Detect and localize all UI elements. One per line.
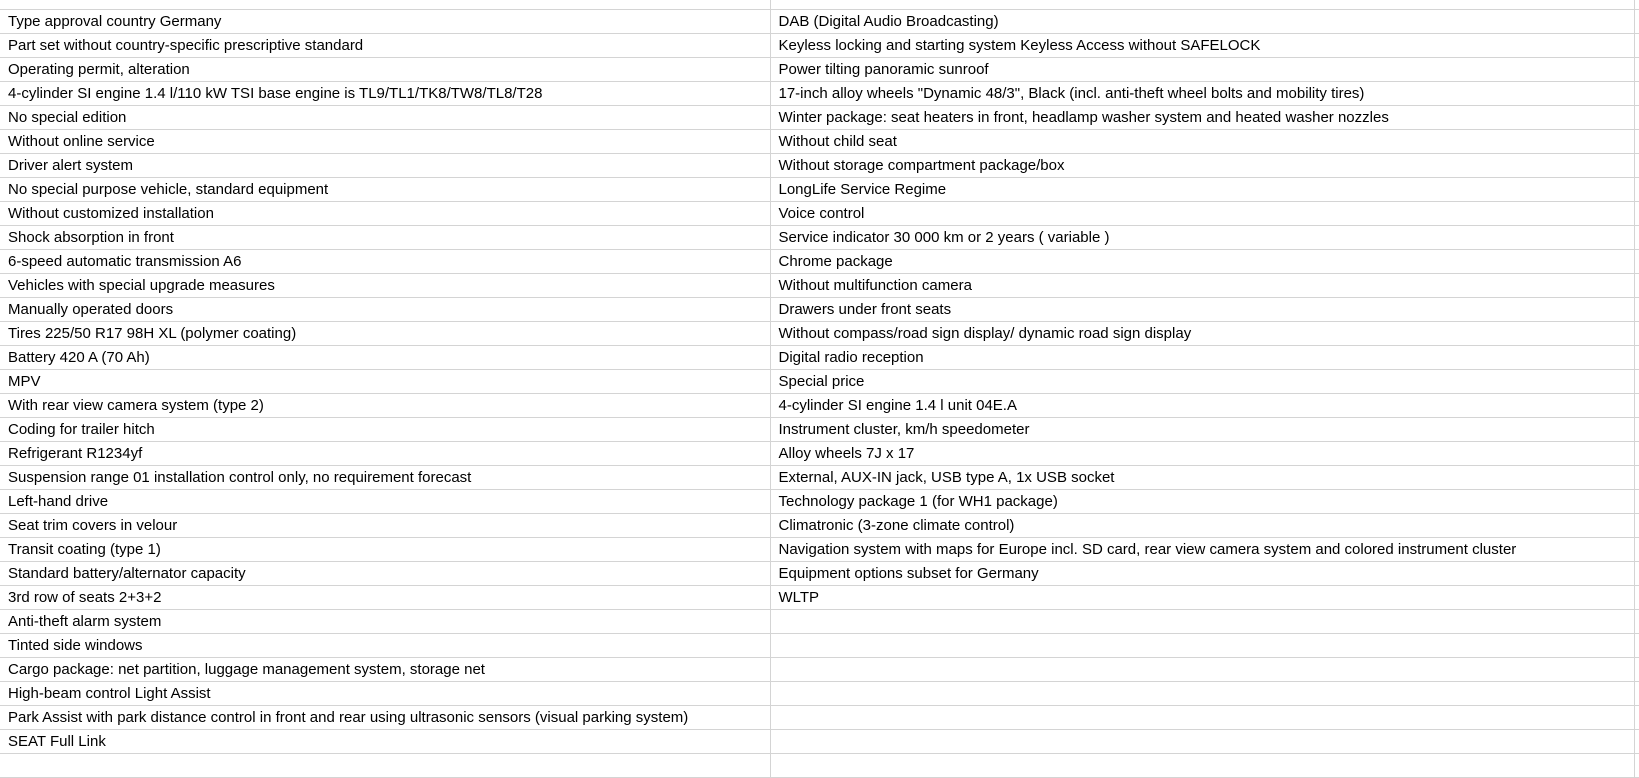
cell-column-b[interactable]: Special price: [770, 370, 1634, 394]
table-row: [0, 370, 1639, 394]
cell-column-a[interactable]: Standard battery/alternator capacity: [0, 562, 770, 586]
cell-column-a[interactable]: MPV: [0, 370, 770, 394]
table-row: [0, 682, 1639, 706]
cell-column-a[interactable]: Without online service: [0, 130, 770, 154]
cell-column-b[interactable]: DAB (Digital Audio Broadcasting): [770, 10, 1634, 34]
table-row: [0, 58, 1639, 82]
cell-column-b[interactable]: Climatronic (3-zone climate control): [770, 514, 1634, 538]
table-row: [0, 154, 1639, 178]
table-row: [0, 0, 1639, 10]
cell-column-a[interactable]: SEAT Full Link: [0, 730, 770, 754]
cell-column-a[interactable]: [0, 0, 770, 10]
cell-column-c[interactable]: [1634, 658, 1639, 682]
cell-column-a[interactable]: Refrigerant R1234yf: [0, 442, 770, 466]
cell-column-b[interactable]: Keyless locking and starting system Keyless Access without SAFELOCK: [770, 34, 1634, 58]
table-row: [0, 322, 1639, 346]
table-row: [0, 730, 1639, 754]
cell-column-a[interactable]: Coding for trailer hitch: [0, 418, 770, 442]
cell-column-c[interactable]: [1634, 394, 1639, 418]
cell-column-c[interactable]: [1634, 754, 1639, 778]
cell-column-c[interactable]: [1634, 82, 1639, 106]
cell-column-c[interactable]: [1634, 106, 1639, 130]
cell-column-c[interactable]: [1634, 706, 1639, 730]
table-row: [0, 226, 1639, 250]
cell-column-c[interactable]: [1634, 682, 1639, 706]
table-row: [0, 202, 1639, 226]
cell-column-b[interactable]: [770, 682, 1634, 706]
cell-column-c[interactable]: [1634, 250, 1639, 274]
cell-column-c[interactable]: [1634, 490, 1639, 514]
cell-column-a[interactable]: Driver alert system: [0, 154, 770, 178]
cell-column-b[interactable]: LongLife Service Regime: [770, 178, 1634, 202]
cell-column-c[interactable]: [1634, 226, 1639, 250]
table-row: [0, 562, 1639, 586]
cell-column-b[interactable]: [770, 754, 1634, 778]
cell-column-c[interactable]: [1634, 538, 1639, 562]
cell-column-a[interactable]: High-beam control Light Assist: [0, 682, 770, 706]
cell-column-a[interactable]: Type approval country Germany: [0, 10, 770, 34]
cell-column-a[interactable]: Battery 420 A (70 Ah): [0, 346, 770, 370]
cell-column-b[interactable]: [770, 706, 1634, 730]
cell-column-c[interactable]: [1634, 58, 1639, 82]
cell-column-a[interactable]: Left-hand drive: [0, 490, 770, 514]
table-row: [0, 106, 1639, 130]
cell-column-c[interactable]: [1634, 466, 1639, 490]
cell-column-c[interactable]: [1634, 370, 1639, 394]
cell-column-a[interactable]: No special edition: [0, 106, 770, 130]
cell-column-b[interactable]: 17-inch alloy wheels "Dynamic 48/3", Black (incl. anti-theft wheel bolts and mobility tires): [770, 82, 1634, 106]
table-row: [0, 130, 1639, 154]
table-row: [0, 298, 1639, 322]
cell-column-a[interactable]: Operating permit, alteration: [0, 58, 770, 82]
table-row: [0, 586, 1639, 610]
cell-column-b[interactable]: Winter package: seat heaters in front, headlamp washer system and heated washer nozzles: [770, 106, 1634, 130]
cell-column-a[interactable]: Anti-theft alarm system: [0, 610, 770, 634]
cell-column-b[interactable]: [770, 610, 1634, 634]
cell-column-c[interactable]: [1634, 514, 1639, 538]
cell-column-a[interactable]: With rear view camera system (type 2): [0, 394, 770, 418]
cell-column-a[interactable]: Park Assist with park distance control in front and rear using ultrasonic sensors (visual parking system): [0, 706, 770, 730]
cell-column-c[interactable]: [1634, 202, 1639, 226]
cell-column-b[interactable]: Without storage compartment package/box: [770, 154, 1634, 178]
cell-column-c[interactable]: [1634, 346, 1639, 370]
table-row: [0, 490, 1639, 514]
table-row: [0, 514, 1639, 538]
cell-column-b[interactable]: Without multifunction camera: [770, 274, 1634, 298]
table-row: [0, 178, 1639, 202]
table-row: [0, 754, 1639, 778]
cell-column-c[interactable]: [1634, 130, 1639, 154]
cell-column-a[interactable]: Cargo package: net partition, luggage management system, storage net: [0, 658, 770, 682]
table-row: [0, 82, 1639, 106]
cell-column-b[interactable]: Without compass/road sign display/ dynamic road sign display: [770, 322, 1634, 346]
cell-column-c[interactable]: [1634, 10, 1639, 34]
cell-column-a[interactable]: Transit coating (type 1): [0, 538, 770, 562]
table-row: [0, 706, 1639, 730]
cell-column-a[interactable]: Suspension range 01 installation control only, no requirement forecast: [0, 466, 770, 490]
cell-column-b[interactable]: Service indicator 30 000 km or 2 years ( variable ): [770, 226, 1634, 250]
cell-column-c[interactable]: [1634, 586, 1639, 610]
cell-column-a[interactable]: No special purpose vehicle, standard equipment: [0, 178, 770, 202]
cell-column-c[interactable]: [1634, 298, 1639, 322]
cell-column-b[interactable]: Power tilting panoramic sunroof: [770, 58, 1634, 82]
cell-column-c[interactable]: [1634, 322, 1639, 346]
cell-column-b[interactable]: Digital radio reception: [770, 346, 1634, 370]
table-row: [0, 418, 1639, 442]
table-row: [0, 442, 1639, 466]
cell-column-c[interactable]: [1634, 154, 1639, 178]
table-row: [0, 346, 1639, 370]
table-row: [0, 610, 1639, 634]
cell-column-b[interactable]: WLTP: [770, 586, 1634, 610]
cell-column-a[interactable]: 6-speed automatic transmission A6: [0, 250, 770, 274]
cell-column-c[interactable]: [1634, 730, 1639, 754]
table-row: [0, 34, 1639, 58]
cell-column-c[interactable]: [1634, 562, 1639, 586]
table-row: [0, 274, 1639, 298]
cell-column-b[interactable]: Voice control: [770, 202, 1634, 226]
cell-column-b[interactable]: Technology package 1 (for WH1 package): [770, 490, 1634, 514]
cell-column-a[interactable]: Part set without country-specific prescriptive standard: [0, 34, 770, 58]
cell-column-b[interactable]: [770, 0, 1634, 10]
table-row: [0, 634, 1639, 658]
cell-column-a[interactable]: Seat trim covers in velour: [0, 514, 770, 538]
table-row: [0, 10, 1639, 34]
cell-column-b[interactable]: [770, 658, 1634, 682]
cell-column-c[interactable]: [1634, 442, 1639, 466]
table-row: [0, 658, 1639, 682]
cell-column-b[interactable]: Drawers under front seats: [770, 298, 1634, 322]
cell-column-c[interactable]: [1634, 34, 1639, 58]
cell-column-b[interactable]: 4-cylinder SI engine 1.4 l unit 04E.A: [770, 394, 1634, 418]
cell-column-b[interactable]: Navigation system with maps for Europe incl. SD card, rear view camera system and colored instrument cluster: [770, 538, 1634, 562]
cell-column-a[interactable]: 3rd row of seats 2+3+2: [0, 586, 770, 610]
cell-column-c[interactable]: [1634, 418, 1639, 442]
cell-column-b[interactable]: [770, 730, 1634, 754]
cell-column-a[interactable]: Vehicles with special upgrade measures: [0, 274, 770, 298]
cell-column-a[interactable]: Tires 225/50 R17 98H XL (polymer coating): [0, 322, 770, 346]
cell-column-a[interactable]: [0, 754, 770, 778]
cell-column-c[interactable]: [1634, 0, 1639, 10]
cell-column-b[interactable]: Without child seat: [770, 130, 1634, 154]
cell-column-c[interactable]: [1634, 274, 1639, 298]
cell-column-b[interactable]: Equipment options subset for Germany: [770, 562, 1634, 586]
cell-column-b[interactable]: Chrome package: [770, 250, 1634, 274]
cell-column-a[interactable]: Shock absorption in front: [0, 226, 770, 250]
table-row: [0, 538, 1639, 562]
cell-column-c[interactable]: [1634, 610, 1639, 634]
cell-column-b[interactable]: Alloy wheels 7J x 17: [770, 442, 1634, 466]
table-row: [0, 466, 1639, 490]
table-row: [0, 394, 1639, 418]
table-row: [0, 250, 1639, 274]
cell-column-b[interactable]: Instrument cluster, km/h speedometer: [770, 418, 1634, 442]
cell-column-a[interactable]: Tinted side windows: [0, 634, 770, 658]
cell-column-c[interactable]: [1634, 178, 1639, 202]
cell-column-b[interactable]: [770, 634, 1634, 658]
cell-column-a[interactable]: 4-cylinder SI engine 1.4 l/110 kW TSI base engine is TL9/TL1/TK8/TW8/TL8/T28: [0, 82, 770, 106]
cell-column-c[interactable]: [1634, 634, 1639, 658]
cell-column-a[interactable]: Manually operated doors: [0, 298, 770, 322]
cell-column-b[interactable]: External, AUX-IN jack, USB type A, 1x USB socket: [770, 466, 1634, 490]
cell-column-a[interactable]: Without customized installation: [0, 202, 770, 226]
